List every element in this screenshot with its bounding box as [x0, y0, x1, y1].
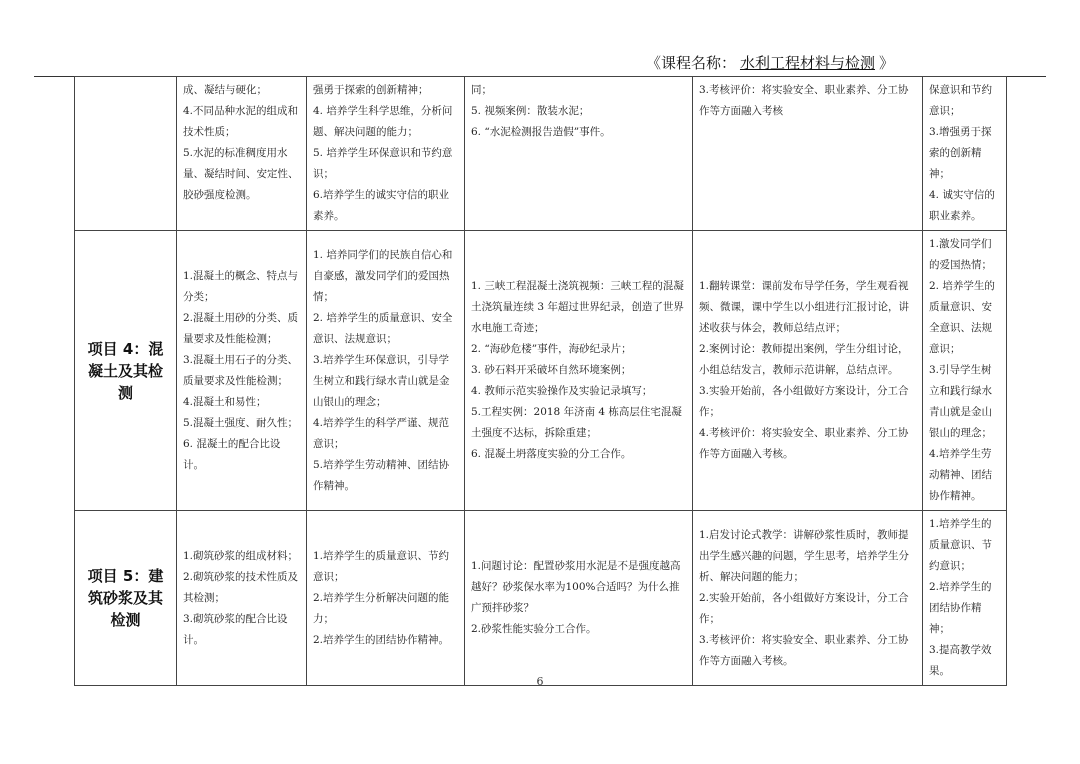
cases-line: 3. 砂石料开采破坏自然环境案例； — [471, 364, 632, 376]
methods-line: 2.案例讨论：教师提出案例，学生分组讨论，小组总结发言，教师示范讲解，总结点评。 — [699, 343, 909, 376]
methods-line: 3.考核评价：将实验安全、职业素养、分工协作等方面融入考核 — [699, 84, 909, 117]
knowledge-line: 6. 混凝土的配合比设计。 — [183, 437, 281, 471]
table-row — [75, 77, 1007, 231]
ideology-cell — [307, 231, 465, 511]
methods-line: 1.翻转课堂：课前发布导学任务，学生观看视频、微课，课中学生以小组进行汇报讨论，讲述收获与体会，教师总结点评； — [699, 280, 909, 334]
knowledge-line: 1.砌筑砂浆的组成材料； — [183, 549, 299, 562]
ideology-line: 5. 培养学生环保意识和节约意识； — [313, 147, 453, 180]
cases-line: 1.问题讨论：配置砂浆用水泥是不是强度越高越好？砂浆保水率为100%合适吗？为什么推广预拌砂浆？ — [471, 560, 681, 614]
cases-line: 同； — [471, 84, 492, 96]
goals-line: 2.培养学生的团结协作精神； — [929, 581, 992, 635]
cases-line: 1. 三峡工程混凝土浇筑视频：三峡工程的混凝土浇筑量连续 3 年超过世界纪录，创造了世界水电施工奇迹； — [471, 280, 684, 334]
methods-cell — [693, 77, 923, 231]
knowledge-line: 2.砌筑砂浆的技术性质及其检测； — [183, 570, 299, 604]
knowledge-line: 5.混凝土强度、耐久性； — [183, 416, 299, 429]
cases-line: 2. “海砂危楼”事件，海砂纪录片； — [471, 343, 632, 355]
table-row — [75, 511, 1007, 686]
goals-line: 4.培养学生劳动精神、团结协作精神。 — [929, 448, 992, 502]
knowledge-line: 1.混凝土的概念、特点与分类； — [183, 269, 299, 303]
methods-cell — [693, 231, 923, 511]
goals-line: 1.培养学生的质量意识、节约意识； — [929, 518, 992, 572]
methods-cell — [693, 511, 923, 686]
project-title-cell — [75, 77, 177, 231]
ideology-line: 1. 培养同学们的民族自信心和自豪感，激发同学们的爱国热情； — [313, 248, 453, 303]
cases-line: 6. 混凝土坍落度实验的分工合作。 — [471, 448, 632, 460]
project-title-cell: 项目 5：建筑砂浆及其检测 — [75, 511, 177, 686]
goals-cell — [923, 511, 1007, 686]
ideology-line: 4.培养学生的科学严谨、规范意识； — [313, 416, 450, 450]
header-prefix: 《课程名称： — [645, 54, 736, 72]
course-name: 水利工程材料与检测 — [739, 54, 875, 72]
cases-line: 6. “水泥检测报告造假”事件。 — [471, 126, 611, 138]
cases-line: 5. 视频案例：散装水泥； — [471, 105, 590, 117]
goals-line: 保意识和节约意识； — [929, 84, 992, 117]
project-title-cell: 项目 4：混凝土及其检测 — [75, 231, 177, 511]
goals-cell — [923, 231, 1007, 511]
ideology-cell — [307, 77, 465, 231]
cases-cell — [465, 511, 693, 686]
knowledge-line: 5.水泥的标准稠度用水量、凝结时间、安定性、胶砂强度检测。 — [183, 147, 299, 201]
goals-line: 4. 诚实守信的职业素养。 — [929, 189, 995, 222]
goals-line: 3.引导学生树立和践行绿水青山就是金山银山的理念； — [929, 364, 992, 439]
ideology-line: 4. 培养学生科学思维，分析问题、解决问题的能力； — [313, 105, 453, 138]
knowledge-line: 4.混凝土和易性； — [183, 395, 267, 408]
cases-line: 4. 教师示范实验操作及实验记录填写； — [471, 385, 653, 397]
goals-line: 3.增强勇于探索的创新精神； — [929, 126, 992, 180]
methods-line: 3.考核评价：将实验安全、职业素养、分工协作等方面融入考核。 — [699, 633, 909, 667]
knowledge-line: 2.混凝土用砂的分类、质量要求及性能检测； — [183, 311, 299, 345]
ideology-line: 3.培养学生环保意识，引导学生树立和践行绿水青山就是金山银山的理念； — [313, 353, 450, 408]
ideology-line: 强勇于探索的创新精神； — [313, 84, 429, 96]
header-suffix: 》 — [878, 54, 894, 72]
knowledge-line: 成、凝结与硬化； — [183, 84, 267, 96]
ideology-line: 2.培养学生分析解决问题的能力； — [313, 591, 450, 625]
page-number: 6 — [536, 675, 544, 688]
goals-line: 1.激发同学们的爱国热情； — [929, 238, 992, 271]
ideology-line: 5.培养学生劳动精神、团结协作精神。 — [313, 458, 450, 492]
ideology-line: 2. 培养学生的质量意识、安全意识、法规意识； — [313, 311, 453, 345]
knowledge-line: 3.砌筑砂浆的配合比设计。 — [183, 612, 288, 646]
knowledge-cell — [177, 511, 307, 686]
knowledge-cell — [177, 77, 307, 231]
cases-line: 2.砂浆性能实验分工合作。 — [471, 623, 597, 635]
cases-cell — [465, 231, 693, 511]
goals-line: 3.提高教学效果。 — [929, 644, 992, 677]
goals-cell — [923, 77, 1007, 231]
methods-line: 3.实验开始前，各小组做好方案设计，分工合作； — [699, 385, 909, 418]
ideology-cell — [307, 511, 465, 686]
cases-line: 5.工程实例：2018 年济南 4 栋高层住宅混凝土强度不达标，拆除重建； — [471, 406, 682, 439]
ideology-line: 1.培养学生的质量意识、节约意识； — [313, 549, 450, 583]
knowledge-cell — [177, 231, 307, 511]
table-row — [75, 231, 1007, 511]
methods-line: 2.实验开始前，各小组做好方案设计，分工合作； — [699, 591, 909, 625]
course-table — [74, 76, 1007, 686]
ideology-line: 2.培养学生的团结协作精神。 — [313, 633, 450, 646]
knowledge-line: 4.不同品种水泥的组成和技术性质； — [183, 105, 299, 138]
goals-line: 2. 培养学生的质量意识、安全意识、法规意识； — [929, 280, 995, 355]
cases-cell — [465, 77, 693, 231]
knowledge-line: 3.混凝土用石子的分类、质量要求及性能检测； — [183, 353, 299, 387]
methods-line: 4.考核评价：将实验安全、职业素养、分工协作等方面融入考核。 — [699, 427, 909, 460]
methods-line: 1.启发讨论式教学：讲解砂浆性质时，教师提出学生感兴趣的问题，学生思考，培养学生分析、解决问题的能力； — [699, 528, 909, 583]
course-header — [646, 52, 894, 73]
ideology-line: 6.培养学生的诚实守信的职业素养。 — [313, 189, 450, 222]
